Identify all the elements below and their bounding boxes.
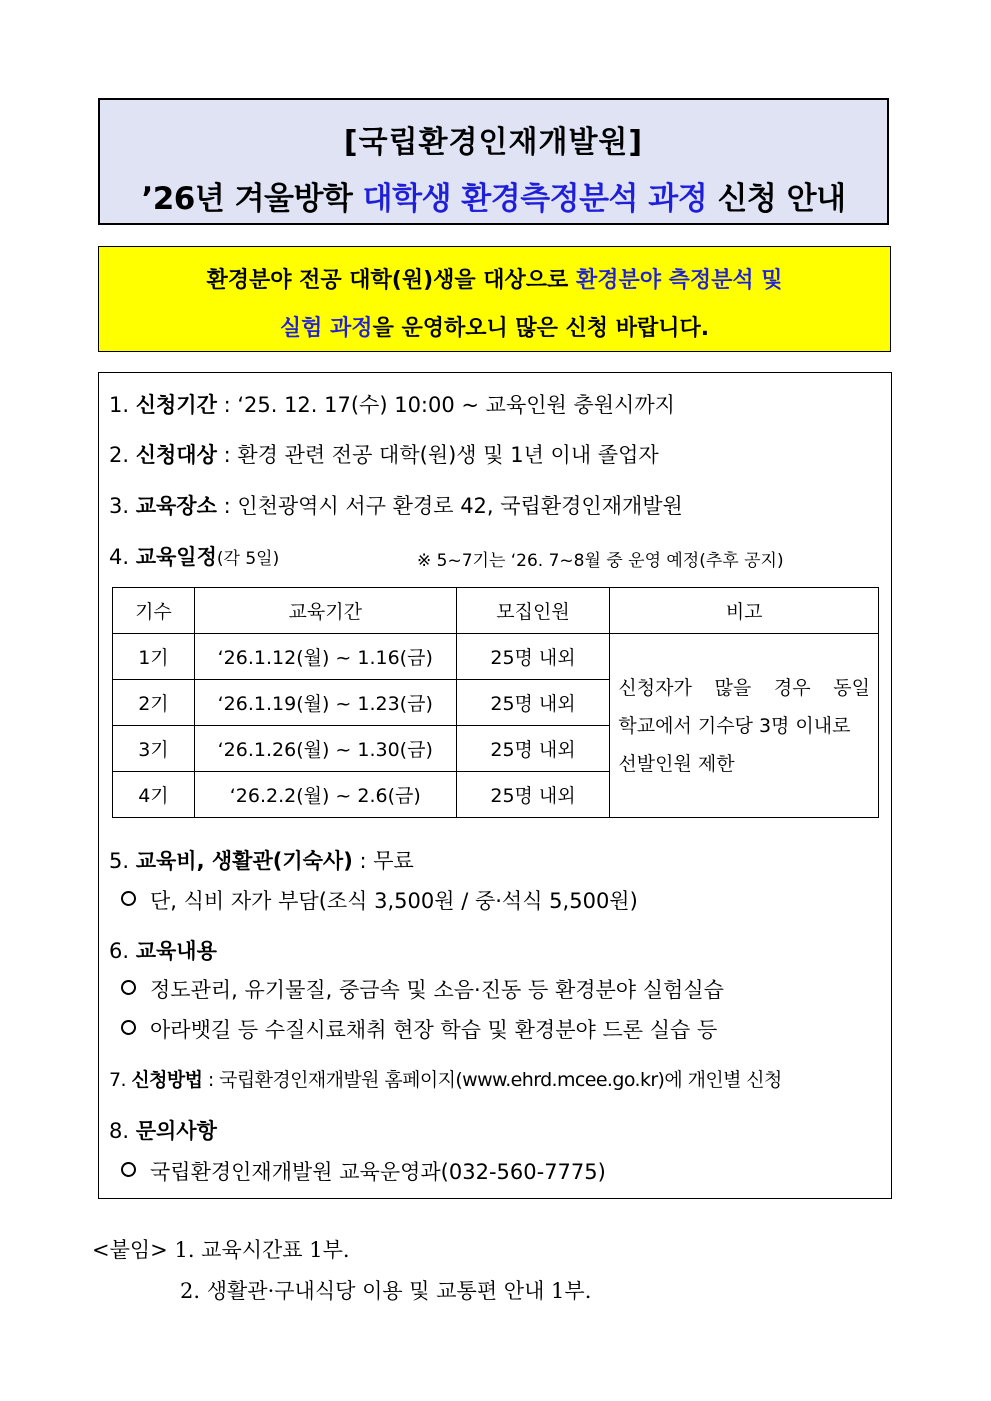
table-cell: ‘26.1.19(월) ~ 1.23(금) (194, 680, 456, 726)
remark-line: 학교에서 기수당 3명 이내로 (618, 714, 851, 737)
schedule-table (112, 587, 879, 818)
item-number: 5. (109, 849, 130, 873)
bullet-item (121, 1156, 606, 1186)
item-text: : 인천광역시 서구 환경로 42, 국립환경인재개발원 (216, 494, 683, 518)
bullet-text: 정도관리, 유기물질, 중금속 및 소음·진동 등 환경분야 실험실습 (150, 978, 724, 1002)
item-text: : ‘25. 12. 17(수) 10:00 ~ 교육인원 충원시까지 (216, 393, 675, 417)
item-schedule (109, 541, 279, 571)
item-target (109, 439, 659, 469)
page-title (100, 173, 887, 218)
item-application-period (109, 389, 675, 419)
table-cell: 25명 내외 (456, 634, 610, 680)
item-method (109, 1065, 782, 1092)
item-number: 8. (109, 1119, 130, 1143)
item-number: 6. (109, 939, 130, 963)
item-inquiry (109, 1115, 217, 1145)
notice-highlight: 환경분야 측정분석 및 (575, 268, 783, 293)
notice-line-1 (99, 263, 890, 294)
item-number: 7. (109, 1069, 126, 1091)
bullet-item (121, 1014, 717, 1044)
table-cell: 2기 (113, 680, 195, 726)
bullet-item (121, 885, 638, 915)
item-label: 교육일정 (135, 545, 217, 569)
bullet-text: 국립환경인재개발원 교육운영과(032-560-7775) (150, 1160, 606, 1184)
table-cell: ‘26.1.26(월) ~ 1.30(금) (194, 726, 456, 772)
bullet-text: 단, 식비 자가 부담(조식 3,500원 / 중·석식 5,500원) (150, 889, 638, 913)
item-number: 3. (109, 494, 130, 518)
attachment-item: 1. 교육시간표 1부. (174, 1238, 350, 1262)
title-highlight: 대학생 환경측정분석 과정 (362, 181, 708, 217)
item-label: 교육장소 (135, 494, 217, 518)
title-prefix: ’26년 겨울방학 (141, 181, 363, 217)
notice-highlight: 실험 과정 (279, 316, 373, 341)
table-cell: 25명 내외 (456, 726, 610, 772)
item-content (109, 935, 217, 965)
circle-bullet-icon (121, 891, 136, 906)
title-suffix: 신청 안내 (707, 181, 846, 217)
item-label: 문의사항 (135, 1119, 217, 1143)
table-remark (610, 634, 879, 818)
item-label: 신청대상 (135, 443, 217, 467)
schedule-note: ※ 5~7기는 ‘26. 7~8월 중 운영 예정(추후 공지) (417, 551, 784, 571)
table-header: 교육기간 (194, 588, 456, 634)
main-content-box (98, 372, 892, 1199)
item-label: 신청방법 (131, 1069, 203, 1091)
table-cell: ‘26.1.12(월) ~ 1.16(금) (194, 634, 456, 680)
attachment-line-1 (92, 1234, 350, 1264)
item-text: : 국립환경인재개발원 홈페이지(www.ehrd.mcee.go.kr)에 개인별 신청 (202, 1069, 782, 1091)
circle-bullet-icon (121, 1162, 136, 1177)
item-number: 2. (109, 443, 130, 467)
table-header: 기수 (113, 588, 195, 634)
table-header: 비고 (610, 588, 879, 634)
item-fee (109, 845, 414, 875)
bullet-text: 아라뱃길 등 수질시료채취 현장 학습 및 환경분야 드론 실습 등 (150, 1018, 718, 1042)
notice-box (98, 246, 891, 352)
circle-bullet-icon (121, 980, 136, 995)
item-number: 4. (109, 545, 130, 569)
attachment-label: <붙임> (92, 1238, 168, 1262)
remark-line: 신청자가 많을 경우 동일 (618, 676, 870, 699)
notice-text: 환경분야 전공 대학(원)생을 대상으로 (206, 268, 576, 293)
attachment-item: 2. 생활관·구내식당 이용 및 교통편 안내 1부. (180, 1279, 592, 1303)
table-cell: 25명 내외 (456, 680, 610, 726)
table-cell: 25명 내외 (456, 772, 610, 818)
remark-line: 선발인원 제한 (618, 752, 735, 775)
item-sub: (각 5일) (216, 549, 280, 569)
item-label: 교육비, 생활관(기숙사) (135, 849, 353, 873)
item-text: : 환경 관련 전공 대학(원)생 및 1년 이내 졸업자 (216, 443, 659, 467)
attachment-line-2 (180, 1275, 591, 1305)
table-cell: 3기 (113, 726, 195, 772)
table-cell: ‘26.2.2(월) ~ 2.6(금) (194, 772, 456, 818)
circle-bullet-icon (121, 1020, 136, 1035)
title-org: [국립환경인재개발원] (343, 125, 644, 160)
item-location (109, 490, 683, 520)
item-text: : 무료 (352, 849, 414, 873)
bullet-item (121, 974, 724, 1004)
notice-text: 을 운영하오니 많은 신청 바랍니다. (372, 316, 710, 341)
notice-line-2 (99, 311, 890, 342)
table-header: 모집인원 (456, 588, 610, 634)
item-label: 신청기간 (135, 393, 217, 417)
table-cell: 4기 (113, 772, 195, 818)
table-row (113, 634, 879, 680)
item-label: 교육내용 (135, 939, 217, 963)
title-box (98, 98, 889, 225)
item-number: 1. (109, 393, 130, 417)
table-header-row (113, 588, 879, 634)
table-cell: 1기 (113, 634, 195, 680)
